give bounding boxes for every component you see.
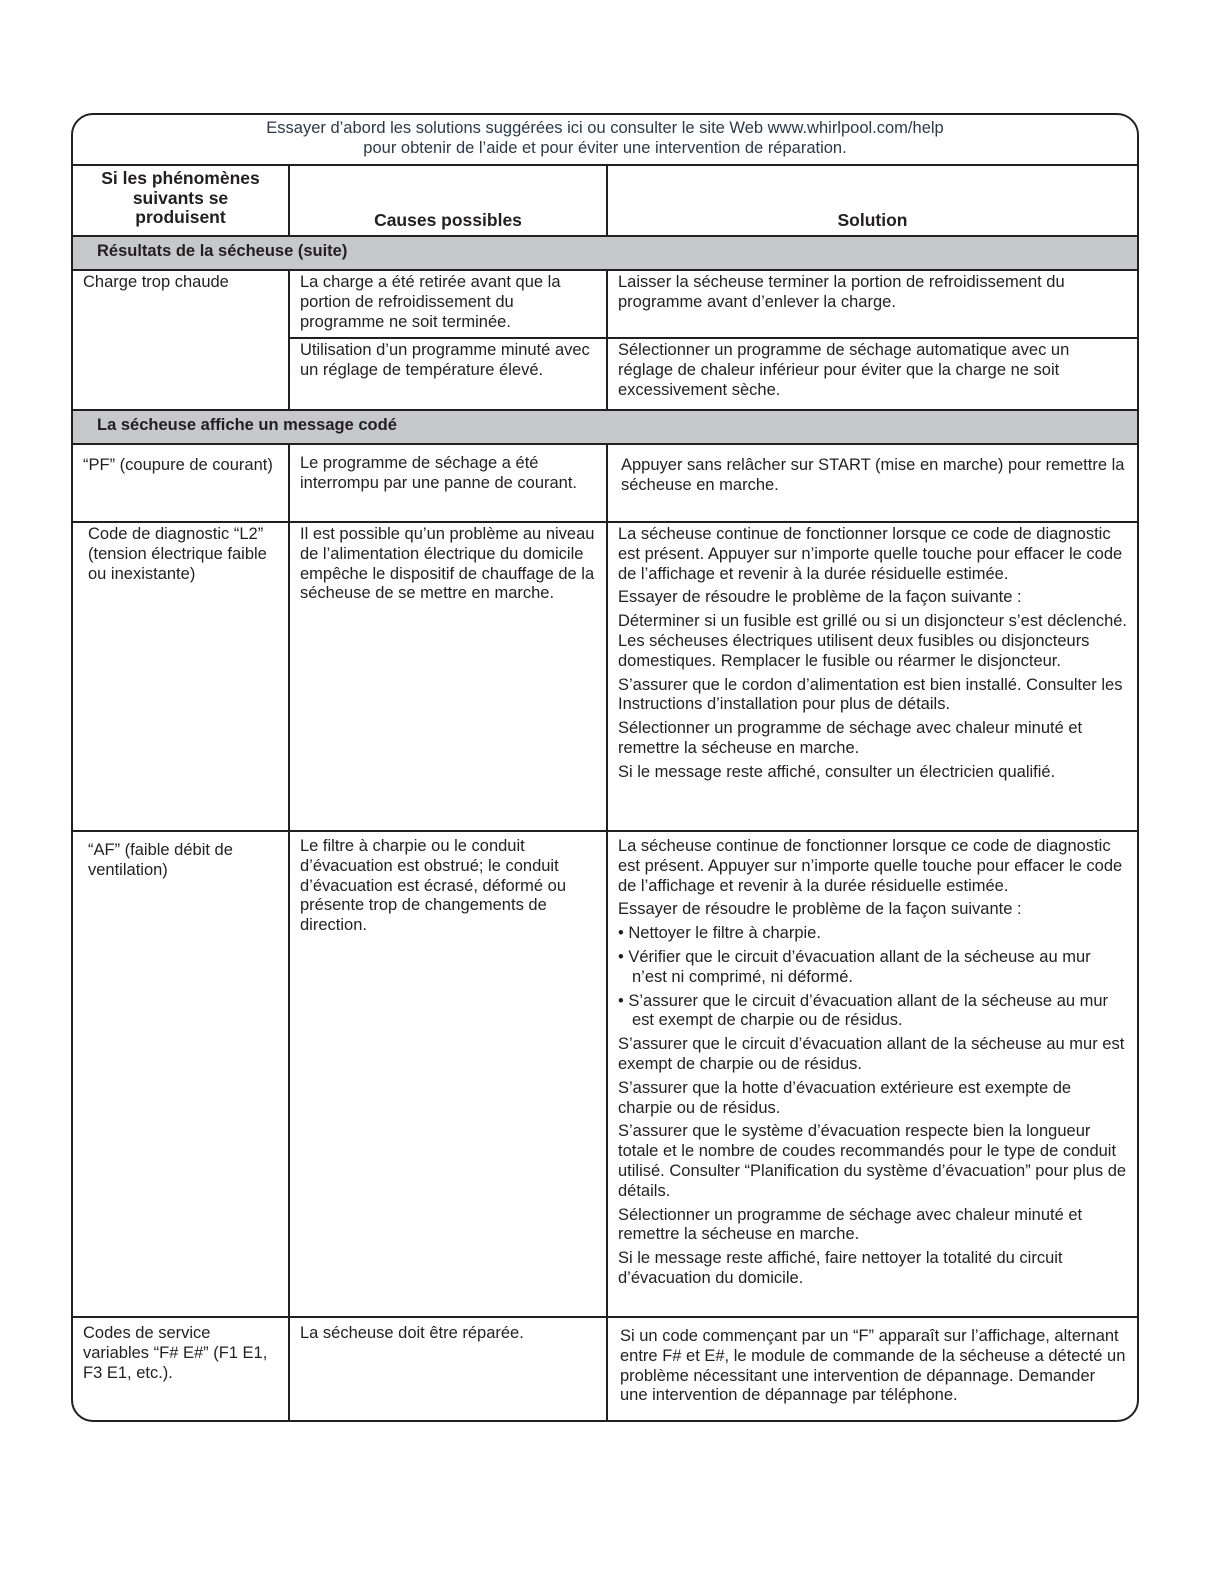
table-row bbox=[73, 522, 1137, 831]
solution-paragraph: La sécheuse continue de fonctionner lorsque ce code de diagnostic est présent. Appuyer sur n’importe quelle touche pour effacer le code de l’affichage et revenir à la durée résiduelle estimée. bbox=[618, 837, 1123, 895]
solution-paragraph: Essayer de résoudre le problème de la façon suivante : bbox=[618, 900, 1022, 919]
cause-cell: Le programme de séchage a été interrompu par une panne de courant. bbox=[289, 444, 607, 522]
intro-line-2: pour obtenir de l’aide et pour éviter une intervention de réparation. bbox=[363, 138, 847, 157]
symptom-cell: Code de diagnostic “L2” (tension électrique faible ou inexistante) bbox=[73, 522, 289, 831]
section-header-results bbox=[73, 236, 1137, 270]
solution-cell bbox=[607, 522, 1137, 831]
solution-paragraph: Si le message reste affiché, consulter un électricien qualifié. bbox=[618, 762, 1056, 781]
solution-bullet: • Nettoyer le filtre à charpie. bbox=[618, 924, 821, 943]
cause-cell: La sécheuse doit être réparée. bbox=[289, 1317, 607, 1422]
section-title: Résultats de la sécheuse (suite) bbox=[73, 236, 1137, 270]
cause-cell: Le filtre à charpie ou le conduit d’évacuation est obstrué; le conduit d’évacuation est écrasé, déformé ou présente trop de changements de direction. bbox=[289, 831, 607, 1317]
troubleshooting-table-frame bbox=[71, 113, 1139, 1422]
solution-bullet: • Vérifier que le circuit d’évacuation allant de la sécheuse au mur n’est ni comprimé, ni déformé. bbox=[618, 947, 1091, 986]
table-row bbox=[73, 270, 1137, 338]
section-header-coded-message bbox=[73, 410, 1137, 444]
solution-bullet: • S’assurer que le circuit d’évacuation allant de la sécheuse au mur est exempt de charpie ou de résidus. bbox=[618, 991, 1109, 1030]
solution-paragraph: Sélectionner un programme de séchage avec chaleur minuté et remettre la sécheuse en marche. bbox=[618, 719, 1083, 757]
symptom-cell: Codes de service variables “F# E#” (F1 E1, F3 E1, etc.). bbox=[73, 1317, 289, 1422]
solution-paragraph: Essayer de résoudre le problème de la façon suivante : bbox=[618, 588, 1022, 607]
cause-cell: Utilisation d’un programme minuté avec un réglage de température élevé. bbox=[289, 338, 607, 410]
table-row bbox=[73, 831, 1137, 1317]
section-title: La sécheuse affiche un message codé bbox=[73, 410, 1137, 444]
solution-paragraph: Sélectionner un programme de séchage avec chaleur minuté et remettre la sécheuse en marche. bbox=[618, 1205, 1083, 1244]
solution-paragraph: S’assurer que le cordon d’alimentation est bien installé. Consulter les Instructions d’installation pour plus de détails. bbox=[618, 675, 1123, 714]
intro-line-1: Essayer d’abord les solutions suggérées ici ou consulter le site Web www.whirlpool.com/help bbox=[266, 119, 944, 137]
table-row bbox=[73, 444, 1137, 522]
symptom-cell: “PF” (coupure de courant) bbox=[73, 444, 289, 522]
solution-paragraph: La sécheuse continue de fonctionner lorsque ce code de diagnostic est présent. Appuyer sur n’importe quelle touche pour effacer le code de l’affichage et revenir à la durée résiduelle estimée. bbox=[618, 525, 1123, 583]
cause-cell: La charge a été retirée avant que la portion de refroidissement du programme ne soit terminée. bbox=[289, 270, 607, 338]
solution-cell: Si un code commençant par un “F” apparaît sur l’affichage, alternant entre F# et E#, le module de commande de la sécheuse a détecté un problème nécessitant une intervention de dépannage. Demander une intervention de dépannage par téléphone. bbox=[607, 1317, 1137, 1422]
solution-cell: Appuyer sans relâcher sur START (mise en marche) pour remettre la sécheuse en marche. bbox=[607, 444, 1137, 522]
solution-paragraph: S’assurer que la hotte d’évacuation extérieure est exempte de charpie ou de résidus. bbox=[618, 1078, 1072, 1117]
solution-cell bbox=[607, 831, 1137, 1317]
symptom-cell: “AF” (faible débit de ventilation) bbox=[73, 831, 289, 1317]
symptom-cell: Charge trop chaude bbox=[73, 270, 289, 410]
solution-cell: Laisser la sécheuse terminer la portion de refroidissement du programme avant d’enlever la charge. bbox=[607, 270, 1137, 338]
header-causes: Causes possibles bbox=[289, 166, 607, 236]
header-solution: Solution bbox=[607, 166, 1137, 236]
intro-note bbox=[73, 115, 1137, 166]
solution-cell: Sélectionner un programme de séchage automatique avec un réglage de chaleur inférieur pour éviter que la charge ne soit excessivement sèche. bbox=[607, 338, 1137, 410]
header-symptoms: Si les phénomènes suivants se produisent bbox=[73, 166, 289, 236]
troubleshooting-table bbox=[73, 166, 1137, 1422]
solution-paragraph: S’assurer que le circuit d’évacuation allant de la sécheuse au mur est exempt de charpie ou de résidus. bbox=[618, 1035, 1125, 1073]
solution-paragraph: S’assurer que le système d’évacuation respecte bien la longueur totale et le nombre de coudes recommandés pour le type de conduit utilisé. Consulter “Planification du système d’évacuation” pour plus de détails. bbox=[618, 1122, 1127, 1200]
cause-cell: Il est possible qu’un problème au niveau de l’alimentation électrique du domicile empêche le dispositif de chauffage de la sécheuse de se mettre en marche. bbox=[289, 522, 607, 831]
table-row bbox=[73, 1317, 1137, 1422]
solution-paragraph: Déterminer si un fusible est grillé ou si un disjoncteur s’est déclenché. Les sécheuses électriques utilisent deux fusibles ou disjoncteurs domestiques. Remplacer le fusible ou réarmer le disjoncteur. bbox=[618, 612, 1128, 670]
solution-paragraph: Si le message reste affiché, faire nettoyer la totalité du circuit d’évacuation du domicile. bbox=[618, 1249, 1063, 1287]
